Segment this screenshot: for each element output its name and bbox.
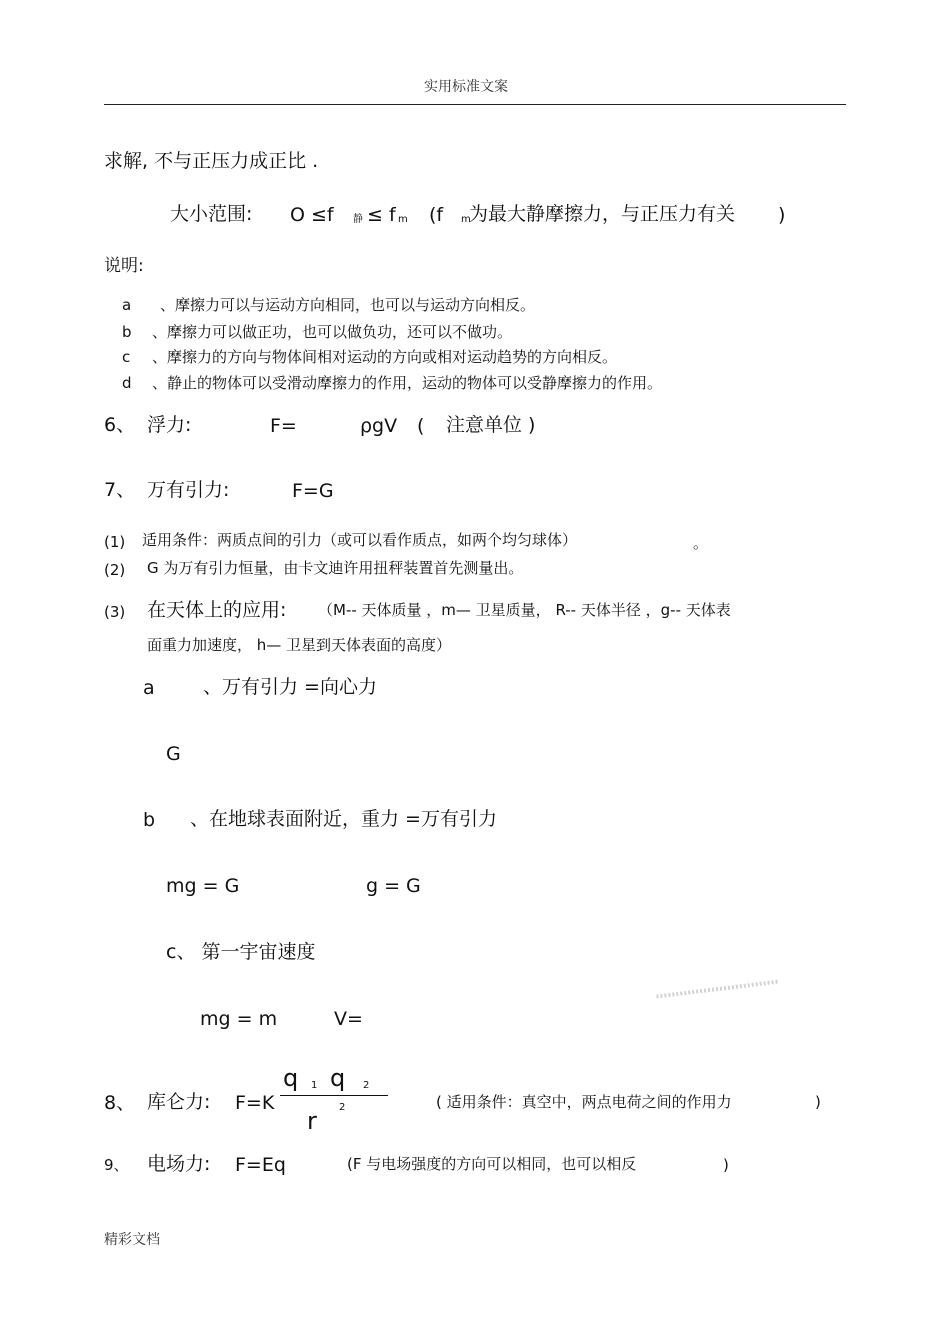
section-9-number: 9、 [104,1156,129,1174]
sub-c-text: c、 第一宇宙速度 [166,941,316,963]
section-7-title: 万有引力: [147,479,230,501]
coulomb-q1-sub: 1 [311,1080,318,1091]
note-text: 、摩擦力可以做正功，也可以做负功，还可以不做功。 [152,323,513,341]
section-9-note-close: ) [723,1156,729,1174]
range-note-sub-m: m [461,214,471,225]
range-note-close: ) [778,204,786,226]
sub-a-text: 、万有引力 =向心力 [203,676,377,698]
range-sub-jing: 静 [353,214,363,225]
sub-c-formula-1: mg = m [200,1008,278,1030]
note-mark: b [122,323,132,341]
buoyancy-formula-f: F= [270,415,297,437]
sub-b-mark: b [143,809,156,831]
sub-a-formula: G [166,743,181,765]
page-footer: 精彩文档 [104,1232,160,1248]
application-defs-cont: 面重力加速度， h— 卫星到天体表面的高度） [147,636,452,654]
gravitation-formula: F=G [292,480,334,502]
page-header: 实用标准文案 [424,79,508,95]
coulomb-r: r [307,1107,317,1135]
section-6-title: 浮力: [147,414,192,436]
item-text: 适用条件：两质点间的引力（或可以看作质点，如两个均匀球体） [142,531,578,549]
buoyancy-formula-rhogv: ρgV [360,415,398,437]
range-sub-m: m [398,214,408,225]
sub-b-formula-2: g = G [366,875,421,897]
range-formula-b: ≤ f [367,204,396,226]
item-mark: (2) [104,561,126,579]
section-8-note-close: ) [815,1093,821,1111]
faint-watermark-stroke [656,979,780,998]
sub-a-mark: a [143,677,155,699]
item-tail: 。 [693,534,709,552]
note-text: 、摩擦力的方向与物体间相对运动的方向或相对运动趋势的方向相反。 [152,348,618,366]
section-8-number: 8、 [104,1092,136,1114]
section-9-note: (F 与电场强度的方向可以相同，也可以相反 [347,1155,637,1173]
range-note: 为最大静摩擦力，与正压力有关 [469,203,736,225]
range-note-open: (f [429,204,444,226]
note-text: 、静止的物体可以受滑动摩擦力的作用，运动的物体可以受静摩擦力的作用。 [152,374,663,392]
intro-line: 求解, 不与正压力成正比 . [104,150,319,172]
section-6-number: 6、 [104,414,136,436]
explain-label: 说明: [104,256,144,276]
note-mark: c [122,348,131,366]
note-text: 、摩擦力可以与运动方向相同，也可以与运动方向相反。 [160,296,536,314]
range-formula-a: O ≤f [290,204,334,226]
note-mark: d [122,374,132,392]
coulomb-fraction-bar [280,1095,388,1096]
electric-force-formula: F=Eq [235,1154,286,1176]
sub-b-text: 、在地球表面附近，重力 =万有引力 [190,808,497,830]
header-rule [104,104,846,105]
section-7-number: 7、 [104,479,136,501]
sub-c-formula-2: V= [334,1008,363,1030]
application-defs: （M-- 天体质量 ，m— 卫星质量， R-- 天体半径 ，g-- 天体表 [318,601,731,619]
section-8-note: ( 适用条件：真空中，两点电荷之间的作用力 [436,1093,732,1111]
item-mark: (1) [104,533,126,551]
section-6-paren: ( [417,415,425,437]
coulomb-formula-k: F=K [235,1092,275,1114]
item-text: G 为万有引力恒量，由卡文迪许用扭秤装置首先测量出。 [147,559,524,577]
sub-b-formula-1: mg = G [166,875,240,897]
coulomb-q2: q [330,1064,346,1092]
item-mark: (3) [104,603,126,621]
section-6-note: 注意单位 ) [446,414,536,436]
section-9-title: 电场力: [147,1153,211,1175]
coulomb-r-sup: 2 [339,1102,346,1113]
range-label: 大小范围: [170,203,253,225]
coulomb-q1: q [283,1064,299,1092]
application-title: 在天体上的应用: [147,599,287,621]
section-8-title: 库仑力: [147,1091,211,1113]
coulomb-q2-sub: 2 [363,1080,370,1091]
note-mark: a [122,296,132,314]
